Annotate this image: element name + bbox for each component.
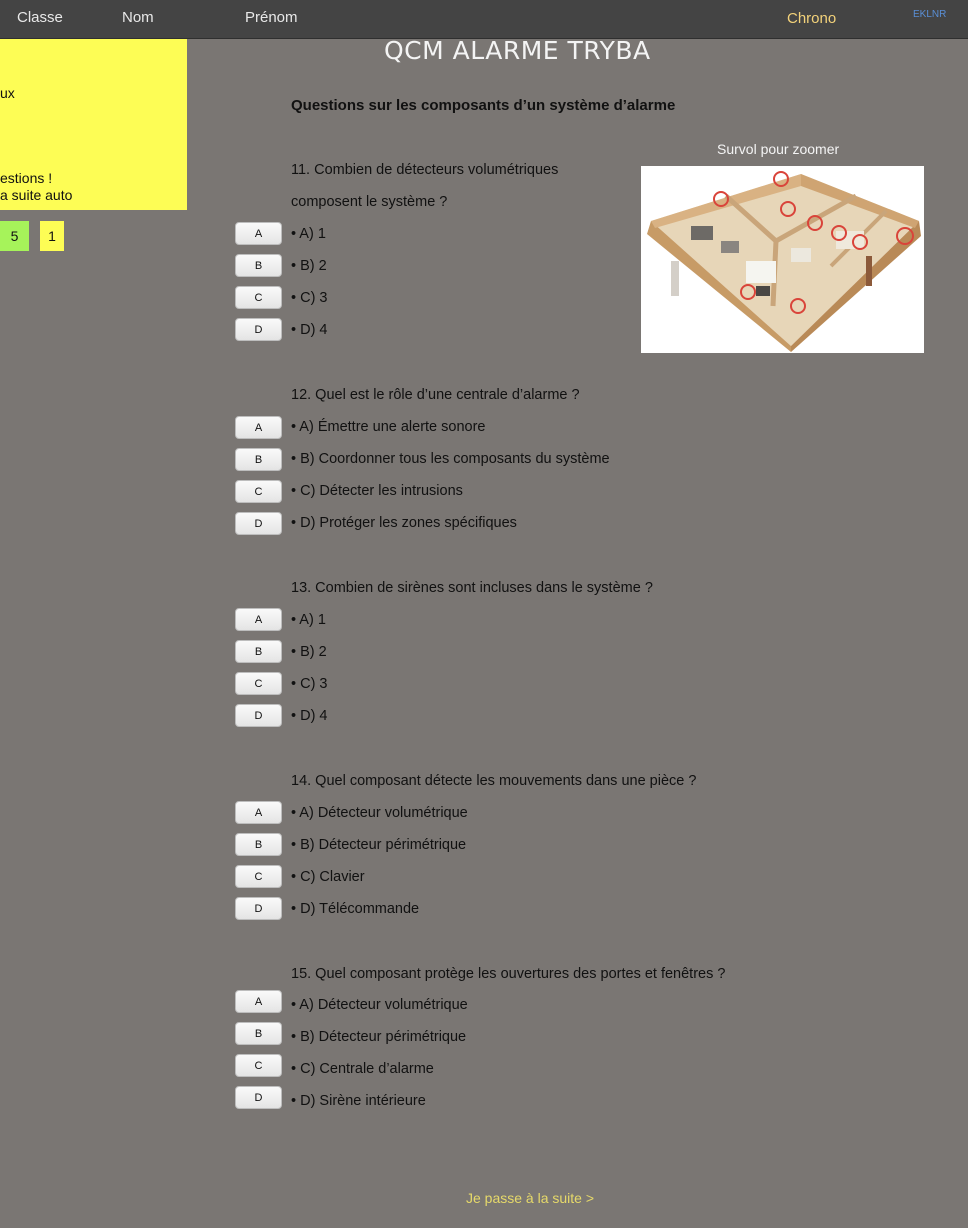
q15-option-d: • D) Sirène intérieure (291, 1093, 426, 1109)
q13-option-a: • A) 1 (291, 612, 326, 628)
q11-answer-b-button[interactable]: B (235, 254, 282, 277)
q12-answer-d-button[interactable]: D (235, 512, 282, 535)
house-illustration (641, 166, 924, 353)
q15-option-b: • B) Détecteur périmétrique (291, 1029, 467, 1045)
classe-field[interactable]: Classe (17, 9, 63, 26)
code-link[interactable]: EKLNR (913, 9, 947, 20)
page-badge: 1 (40, 221, 64, 251)
q13-option-d: • D) 4 (291, 708, 328, 724)
note-line: a suite auto (0, 187, 73, 203)
q14-answer-b-button[interactable]: B (235, 833, 282, 856)
question-11-text: 11. Combien de détecteurs volumétriques (291, 162, 559, 178)
q14-answer-a-button[interactable]: A (235, 801, 282, 824)
quiz-subtitle: Questions sur les composants d’un système d’alarme (291, 97, 676, 114)
top-bar (0, 0, 968, 39)
score-badge: 5 (0, 221, 29, 251)
q15-answer-d-button[interactable]: D (235, 1086, 282, 1109)
q14-option-d: • D) Télécommande (291, 901, 420, 917)
nom-field[interactable]: Nom (122, 9, 154, 26)
q11-option-c: • C) 3 (291, 290, 328, 306)
chrono-label: Chrono (787, 10, 837, 27)
q15-option-c: • C) Centrale d’alarme (291, 1061, 434, 1077)
q14-option-c: • C) Clavier (291, 869, 365, 885)
next-page-link[interactable]: Je passe à la suite > (466, 1190, 595, 1206)
q11-option-a: • A) 1 (291, 226, 326, 242)
page-title: QCM ALARME TRYBA (384, 36, 651, 65)
q15-option-a: • A) Détecteur volumétrique (291, 997, 468, 1013)
q11-option-d: • D) 4 (291, 322, 328, 338)
q11-option-b: • B) 2 (291, 258, 327, 274)
question-11-text-cont: composent le système ? (291, 194, 448, 210)
q12-option-b: • B) Coordonner tous les composants du système (291, 451, 610, 467)
q14-answer-c-button[interactable]: C (235, 865, 282, 888)
alarm-system-house-image[interactable] (641, 166, 924, 353)
q12-answer-b-button[interactable]: B (235, 448, 282, 471)
q13-answer-d-button[interactable]: D (235, 704, 282, 727)
q15-answer-c-button[interactable]: C (235, 1054, 282, 1077)
q12-option-a: • A) Émettre une alerte sonore (291, 419, 486, 435)
q13-answer-a-button[interactable]: A (235, 608, 282, 631)
question-15-text: 15. Quel composant protège les ouvertures des portes et fenêtres ? (291, 966, 726, 982)
q14-option-a: • A) Détecteur volumétrique (291, 805, 468, 821)
q14-option-b: • B) Détecteur périmétrique (291, 837, 467, 853)
q12-option-d: • D) Protéger les zones spécifiques (291, 515, 517, 531)
q12-option-c: • C) Détecter les intrusions (291, 483, 463, 499)
instructions-note (0, 39, 187, 210)
q13-option-b: • B) 2 (291, 644, 327, 660)
question-12-text: 12. Quel est le rôle d’une centrale d’alarme ? (291, 387, 580, 403)
zoom-caption: Survol pour zoomer (717, 141, 840, 157)
q13-answer-c-button[interactable]: C (235, 672, 282, 695)
note-line: estions ! (0, 170, 53, 186)
q15-answer-a-button[interactable]: A (235, 990, 282, 1013)
question-14-text: 14. Quel composant détecte les mouvements dans une pièce ? (291, 773, 697, 789)
q11-answer-c-button[interactable]: C (235, 286, 282, 309)
note-line: ux (0, 85, 15, 101)
prenom-field[interactable]: Prénom (245, 9, 298, 26)
q12-answer-a-button[interactable]: A (235, 416, 282, 439)
q11-answer-a-button[interactable]: A (235, 222, 282, 245)
q11-answer-d-button[interactable]: D (235, 318, 282, 341)
q14-answer-d-button[interactable]: D (235, 897, 282, 920)
q13-option-c: • C) 3 (291, 676, 328, 692)
q12-answer-c-button[interactable]: C (235, 480, 282, 503)
question-13-text: 13. Combien de sirènes sont incluses dans le système ? (291, 580, 653, 596)
q15-answer-b-button[interactable]: B (235, 1022, 282, 1045)
q13-answer-b-button[interactable]: B (235, 640, 282, 663)
